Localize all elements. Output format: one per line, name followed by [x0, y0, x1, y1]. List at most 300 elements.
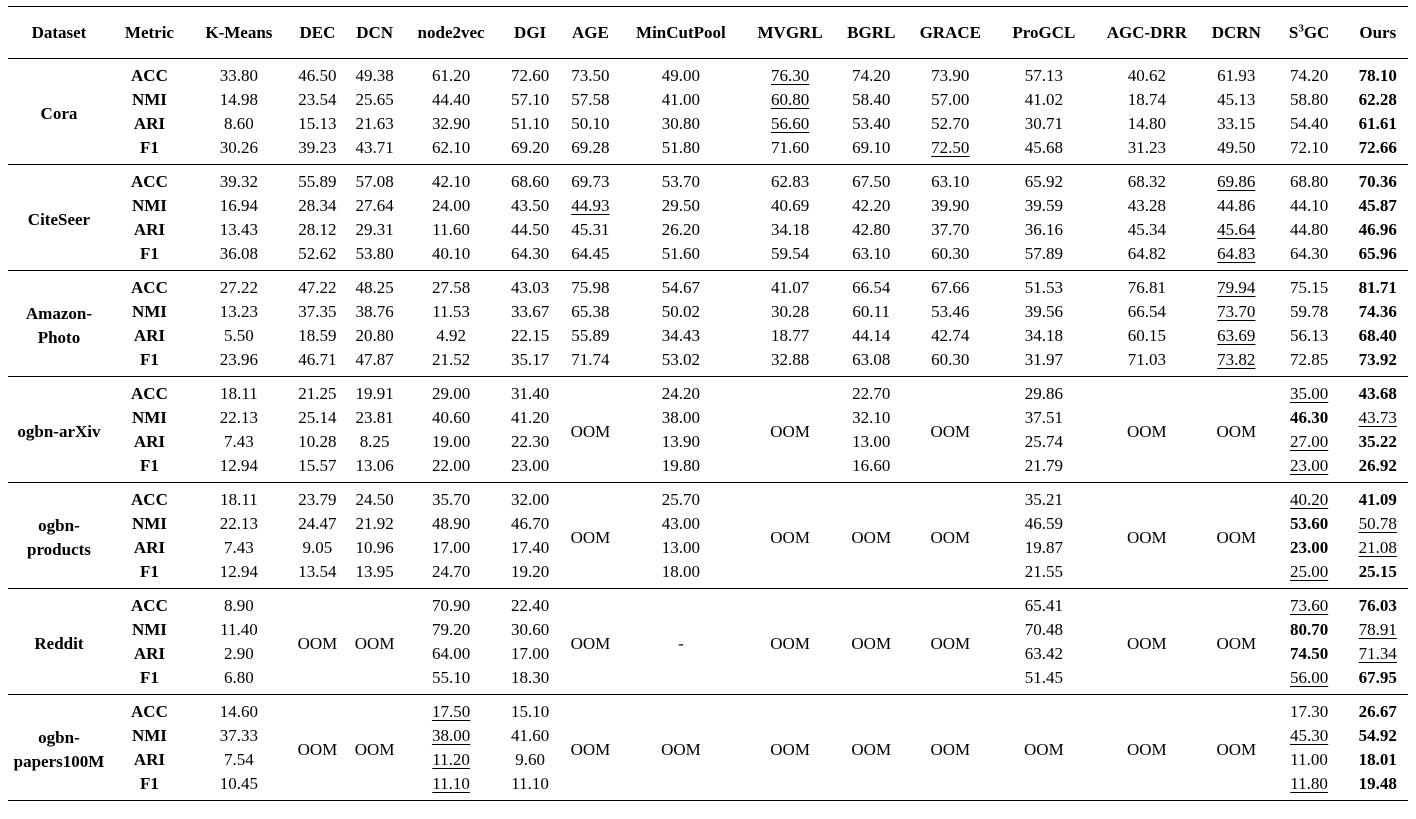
table-cell: 13.95	[346, 560, 403, 589]
table-cell: 13.06	[346, 454, 403, 483]
table-cell: 13.23	[219, 302, 259, 321]
table-cell: 27.00	[1289, 432, 1329, 451]
table-cell: 62.10	[403, 136, 499, 165]
table-cell: 74.36	[1358, 302, 1397, 321]
table-cell: 67.66	[931, 278, 970, 297]
table-cell: 48.90	[431, 514, 471, 533]
table-cell: 42.10	[431, 172, 471, 191]
table-cell: 18.11	[220, 490, 258, 509]
merged-cell: OOM	[838, 695, 905, 801]
table-cell: 25.74	[1024, 432, 1063, 451]
table-cell: 18.00	[620, 560, 743, 589]
table-cell: 24.50	[355, 490, 394, 509]
table-cell: 66.54	[1127, 302, 1166, 321]
header-dgi: DGI	[499, 7, 561, 59]
table-cell: 28.34	[298, 196, 337, 215]
table-cell: 43.00	[661, 514, 701, 533]
table-cell: 60.11	[852, 302, 891, 321]
merged-cell: OOM	[561, 483, 619, 589]
table-cell: 81.71	[1358, 278, 1397, 297]
table-cell: 35.21	[1024, 490, 1063, 509]
table-cell: 71.03	[1092, 348, 1202, 377]
dataset-group	[8, 377, 1408, 483]
table-cell: 76.30	[770, 66, 810, 85]
table-cell: 72.60	[510, 66, 550, 85]
header-dcn: DCN	[346, 7, 403, 59]
table-cell: 73.50	[571, 66, 610, 85]
table-cell: 54.67	[661, 278, 701, 297]
table-cell: 71.34	[1358, 644, 1397, 663]
table-cell: 69.86	[1217, 172, 1256, 191]
table-cell: 23.81	[355, 408, 394, 427]
merged-cell: OOM	[346, 589, 403, 695]
table-cell: 24.70	[403, 560, 499, 589]
table-cell: 71.60	[742, 136, 838, 165]
table-cell: 10.28	[298, 432, 337, 451]
table-cell: 25.15	[1348, 560, 1408, 589]
table-header	[8, 7, 1408, 59]
metric-label: NMI	[131, 514, 167, 533]
merged-cell: OOM	[561, 377, 619, 483]
table-cell: 37.51	[1024, 408, 1063, 427]
table-cell: 38.76	[355, 302, 394, 321]
table-cell: 40.69	[770, 196, 810, 215]
table-cell: 51.45	[996, 666, 1092, 695]
table-cell: 21.55	[996, 560, 1092, 589]
table-cell: 64.30	[499, 242, 561, 271]
table-cell: 60.80	[770, 90, 810, 109]
table-row	[8, 695, 1408, 725]
table-cell: 67.95	[1348, 666, 1408, 695]
table-cell: 53.80	[346, 242, 403, 271]
table-cell: 68.80	[1289, 172, 1329, 191]
table-cell: 73.70	[1217, 302, 1256, 321]
merged-cell: OOM	[1092, 589, 1202, 695]
table-cell: 23.54	[298, 90, 337, 109]
table-cell: 30.28	[770, 302, 810, 321]
table-cell: 44.93	[571, 196, 610, 215]
dataset-name: ogbn-arXiv	[8, 377, 110, 483]
table-cell: 2.90	[224, 644, 254, 663]
merged-cell: OOM	[346, 695, 403, 801]
table-cell: 37.70	[931, 220, 970, 239]
table-cell: 23.00	[499, 454, 561, 483]
table-cell: 29.50	[661, 196, 701, 215]
table-cell: 73.90	[931, 66, 970, 85]
table-cell: 26.92	[1348, 454, 1408, 483]
table-cell: 61.20	[431, 66, 471, 85]
table-row	[8, 377, 1408, 407]
table-cell: 64.83	[1202, 242, 1271, 271]
table-cell: 32.10	[852, 408, 891, 427]
metric-label: ACC	[131, 490, 168, 509]
table-cell: 54.40	[1289, 114, 1329, 133]
table-row	[8, 88, 1408, 112]
table-cell: 7.43	[224, 538, 254, 557]
table-cell: 35.22	[1358, 432, 1397, 451]
table-cell: 22.00	[403, 454, 499, 483]
table-cell: 21.52	[403, 348, 499, 377]
table-cell: 50.02	[661, 302, 701, 321]
table-cell: 10.96	[355, 538, 394, 557]
metric-label: ARI	[133, 326, 166, 345]
merged-cell: OOM	[1092, 483, 1202, 589]
table-cell: 43.50	[510, 196, 550, 215]
table-cell: 34.18	[770, 220, 810, 239]
table-cell: 42.20	[852, 196, 891, 215]
header-grace: GRACE	[905, 7, 997, 59]
table-cell: 47.22	[298, 278, 337, 297]
table-cell: 9.05	[302, 538, 333, 557]
table-row	[8, 300, 1408, 324]
table-cell: 48.25	[355, 278, 394, 297]
table-cell: 22.70	[852, 384, 891, 403]
table-cell: 69.73	[571, 172, 610, 191]
table-cell: 75.15	[1289, 278, 1329, 297]
table-cell: 62.83	[770, 172, 810, 191]
table-cell: 15.10	[510, 702, 550, 721]
metric-label: F1	[110, 560, 189, 589]
table-cell: 57.00	[931, 90, 970, 109]
metric-label: ACC	[131, 702, 168, 721]
header-dec: DEC	[289, 7, 346, 59]
merged-cell: OOM	[838, 483, 905, 589]
table-cell: 65.92	[1024, 172, 1063, 191]
table-cell: 73.92	[1348, 348, 1408, 377]
table-cell: 60.15	[1127, 326, 1166, 345]
table-cell: 29.00	[431, 384, 471, 403]
table-cell: 32.88	[742, 348, 838, 377]
table-cell: 6.80	[189, 666, 289, 695]
table-cell: 63.42	[1024, 644, 1063, 663]
table-row	[8, 165, 1408, 195]
metric-label: ARI	[133, 644, 166, 663]
table-cell: 51.53	[1024, 278, 1063, 297]
table-cell: 31.23	[1092, 136, 1202, 165]
table-cell: 33.15	[1217, 114, 1256, 133]
table-cell: 57.10	[510, 90, 550, 109]
merged-cell: OOM	[905, 589, 997, 695]
header-node2vec: node2vec	[403, 7, 499, 59]
table-cell: 53.70	[661, 172, 701, 191]
table-cell: 56.60	[770, 114, 810, 133]
table-row	[8, 112, 1408, 136]
table-cell: 71.74	[561, 348, 619, 377]
table-cell: 22.13	[219, 514, 259, 533]
metric-label: F1	[110, 454, 189, 483]
merged-cell: -	[620, 589, 743, 695]
table-cell: 46.30	[1289, 408, 1329, 427]
metric-label: NMI	[131, 620, 167, 639]
table-cell: 11.80	[1271, 772, 1348, 801]
table-cell: 15.13	[298, 114, 337, 133]
dataset-name: ogbn-papers100M	[8, 695, 110, 801]
table-cell: 17.40	[510, 538, 550, 557]
table-cell: 30.71	[1024, 114, 1063, 133]
table-cell: 69.28	[561, 136, 619, 165]
table-row	[8, 589, 1408, 619]
table-cell: 25.70	[661, 490, 701, 509]
table-cell: 40.60	[431, 408, 471, 427]
table-cell: 42.80	[852, 220, 891, 239]
table-cell: 22.13	[219, 408, 259, 427]
table-cell: 58.80	[1289, 90, 1329, 109]
table-cell: 19.48	[1348, 772, 1408, 801]
table-cell: 63.69	[1217, 326, 1256, 345]
merged-cell: OOM	[838, 589, 905, 695]
metric-label: ARI	[133, 750, 166, 769]
table-cell: 43.28	[1127, 196, 1166, 215]
merged-cell: OOM	[561, 589, 619, 695]
table-cell: 59.54	[742, 242, 838, 271]
table-cell: 18.59	[298, 326, 337, 345]
table-row	[8, 324, 1408, 348]
table-cell: 31.97	[996, 348, 1092, 377]
table-cell: 4.92	[436, 326, 466, 345]
table-cell: 17.00	[510, 644, 550, 663]
merged-cell: OOM	[905, 377, 997, 483]
table-cell: 61.93	[1217, 66, 1256, 85]
table-cell: 72.10	[1271, 136, 1348, 165]
table-cell: 63.10	[931, 172, 970, 191]
dataset-group	[8, 165, 1408, 271]
header-age: AGE	[561, 7, 619, 59]
table-cell: 8.90	[224, 596, 254, 615]
table-cell: 19.87	[1024, 538, 1063, 557]
table-cell: 36.16	[1024, 220, 1063, 239]
metric-label: F1	[110, 242, 189, 271]
table-cell: 46.50	[298, 66, 337, 85]
table-cell: 21.63	[355, 114, 394, 133]
merged-cell: OOM	[289, 589, 346, 695]
table-cell: 46.59	[1024, 514, 1063, 533]
table-cell: 28.12	[298, 220, 337, 239]
table-cell: 27.64	[355, 196, 394, 215]
merged-cell: OOM	[742, 377, 838, 483]
metric-label: ACC	[131, 596, 168, 615]
table-cell: 54.92	[1358, 726, 1397, 745]
table-cell: 78.10	[1358, 66, 1397, 85]
table-cell: 51.60	[620, 242, 743, 271]
table-cell: 12.94	[189, 560, 289, 589]
table-cell: 39.90	[931, 196, 970, 215]
table-cell: 13.43	[219, 220, 259, 239]
metric-label: ARI	[133, 220, 166, 239]
table-cell: 23.79	[298, 490, 337, 509]
table-cell: 45.64	[1217, 220, 1256, 239]
table-cell: 8.60	[224, 114, 254, 133]
table-cell: 41.60	[510, 726, 550, 745]
table-cell: 33.67	[510, 302, 550, 321]
table-row	[8, 218, 1408, 242]
table-cell: 53.40	[852, 114, 891, 133]
table-cell: 16.94	[219, 196, 259, 215]
table-cell: 31.40	[510, 384, 550, 403]
table-cell: 49.00	[661, 66, 701, 85]
table-cell: 53.02	[620, 348, 743, 377]
table-cell: 19.80	[620, 454, 743, 483]
table-cell: 34.43	[661, 326, 701, 345]
table-cell: 47.87	[346, 348, 403, 377]
table-cell: 73.82	[1202, 348, 1271, 377]
table-cell: 43.68	[1358, 384, 1397, 403]
dataset-name: Amazon-Photo	[8, 271, 110, 377]
dataset-group	[8, 271, 1408, 377]
table-cell: 44.86	[1217, 196, 1256, 215]
table-cell: 50.10	[571, 114, 610, 133]
table-cell: 61.61	[1358, 114, 1397, 133]
table-row	[8, 194, 1408, 218]
table-cell: 67.50	[852, 172, 891, 191]
header-mvgrl: MVGRL	[742, 7, 838, 59]
table-cell: 37.33	[219, 726, 259, 745]
merged-cell: OOM	[742, 695, 838, 801]
table-row	[8, 348, 1408, 377]
merged-cell: OOM	[289, 695, 346, 801]
table-cell: 39.32	[219, 172, 259, 191]
metric-label: F1	[110, 348, 189, 377]
merged-cell: OOM	[1092, 377, 1202, 483]
metric-label: ACC	[131, 278, 168, 297]
table-cell: 21.92	[355, 514, 394, 533]
table-cell: 63.10	[838, 242, 905, 271]
table-cell: 13.00	[852, 432, 891, 451]
merged-cell: OOM	[1092, 695, 1202, 801]
table-cell: 46.96	[1358, 220, 1397, 239]
metric-label: ARI	[133, 432, 166, 451]
table-cell: 38.00	[431, 726, 471, 745]
table-cell: 56.00	[1271, 666, 1348, 695]
table-cell: 33.80	[219, 66, 259, 85]
header-metric: Metric	[110, 7, 189, 59]
table-cell: 39.56	[1024, 302, 1063, 321]
table-cell: 39.59	[1024, 196, 1063, 215]
table-cell: 56.13	[1289, 326, 1329, 345]
table-cell: 10.45	[189, 772, 289, 801]
dataset-name: Cora	[8, 59, 110, 165]
table-cell: 35.70	[431, 490, 471, 509]
table-cell: 30.80	[661, 114, 701, 133]
table-cell: 37.35	[298, 302, 337, 321]
table-cell: 42.74	[931, 326, 970, 345]
table-cell: 55.10	[403, 666, 499, 695]
table-cell: 18.30	[499, 666, 561, 695]
table-cell: 26.20	[661, 220, 701, 239]
table-cell: 76.81	[1127, 278, 1166, 297]
merged-cell: OOM	[742, 589, 838, 695]
table-cell: 73.60	[1289, 596, 1329, 615]
table-cell: 74.20	[852, 66, 891, 85]
table-cell: 14.80	[1127, 114, 1166, 133]
table-cell: 76.03	[1358, 596, 1397, 615]
table-cell: 14.98	[219, 90, 259, 109]
table-cell: 17.50	[431, 702, 471, 721]
metric-label: F1	[110, 666, 189, 695]
table-cell: 18.01	[1358, 750, 1397, 769]
metric-label: ARI	[133, 114, 166, 133]
table-cell: 13.90	[661, 432, 701, 451]
table-cell: 46.71	[289, 348, 346, 377]
table-cell: 57.89	[996, 242, 1092, 271]
table-cell: 24.47	[298, 514, 337, 533]
table-row	[8, 242, 1408, 271]
merged-cell: OOM	[905, 483, 997, 589]
table-cell: 25.00	[1271, 560, 1348, 589]
dataset-group	[8, 695, 1408, 801]
table-cell: 11.53	[432, 302, 470, 321]
table-cell: 40.62	[1127, 66, 1166, 85]
table-cell: 32.00	[510, 490, 550, 509]
table-cell: 45.34	[1127, 220, 1166, 239]
merged-cell: OOM	[1202, 695, 1271, 801]
table-cell: 41.02	[1024, 90, 1063, 109]
table-cell: 40.10	[403, 242, 499, 271]
table-cell: 68.60	[510, 172, 550, 191]
table-cell: 65.41	[1024, 596, 1063, 615]
table-cell: 32.90	[431, 114, 471, 133]
header-bgrl: BGRL	[838, 7, 905, 59]
merged-cell: OOM	[996, 695, 1092, 801]
table-cell: 45.31	[571, 220, 610, 239]
table-cell: 58.40	[852, 90, 891, 109]
table-cell: 24.00	[431, 196, 471, 215]
dataset-name: CiteSeer	[8, 165, 110, 271]
table-cell: 27.22	[219, 278, 259, 297]
table-cell: 41.00	[661, 90, 701, 109]
merged-cell: OOM	[620, 695, 743, 801]
dataset-group	[8, 589, 1408, 695]
table-cell: 72.66	[1348, 136, 1408, 165]
merged-cell: OOM	[905, 695, 997, 801]
header-row	[8, 7, 1408, 59]
table-cell: 53.46	[931, 302, 970, 321]
table-cell: 74.50	[1289, 644, 1329, 663]
table-cell: 57.13	[1024, 66, 1063, 85]
metric-label: NMI	[131, 408, 167, 427]
table-row	[8, 271, 1408, 301]
table-cell: 45.30	[1289, 726, 1329, 745]
table-cell: 43.71	[346, 136, 403, 165]
table-cell: 22.40	[510, 596, 550, 615]
table-cell: 23.96	[189, 348, 289, 377]
metric-label: NMI	[131, 90, 167, 109]
table-cell: 64.30	[1271, 242, 1348, 271]
table-cell: 44.14	[852, 326, 891, 345]
table-cell: 16.60	[838, 454, 905, 483]
table-cell: 69.10	[838, 136, 905, 165]
table-cell: 30.60	[510, 620, 550, 639]
table-cell: 79.94	[1217, 278, 1256, 297]
table-cell: 21.25	[298, 384, 337, 403]
table-cell: 22.15	[510, 326, 550, 345]
dataset-group	[8, 59, 1408, 165]
dataset-name: ogbn-products	[8, 483, 110, 589]
table-cell: 13.00	[661, 538, 701, 557]
table-cell: 29.31	[355, 220, 394, 239]
table-cell: 72.85	[1271, 348, 1348, 377]
table-cell: 19.91	[355, 384, 394, 403]
table-cell: 75.98	[571, 278, 610, 297]
header-mincutpool: MinCutPool	[620, 7, 743, 59]
table-cell: 74.20	[1289, 66, 1329, 85]
table-cell: 60.30	[905, 242, 997, 271]
table-cell: 44.80	[1289, 220, 1329, 239]
table-cell: 39.23	[289, 136, 346, 165]
table-cell: 11.00	[1290, 750, 1328, 769]
table-cell: 27.58	[431, 278, 471, 297]
metric-label: NMI	[131, 726, 167, 745]
merged-cell: OOM	[561, 695, 619, 801]
